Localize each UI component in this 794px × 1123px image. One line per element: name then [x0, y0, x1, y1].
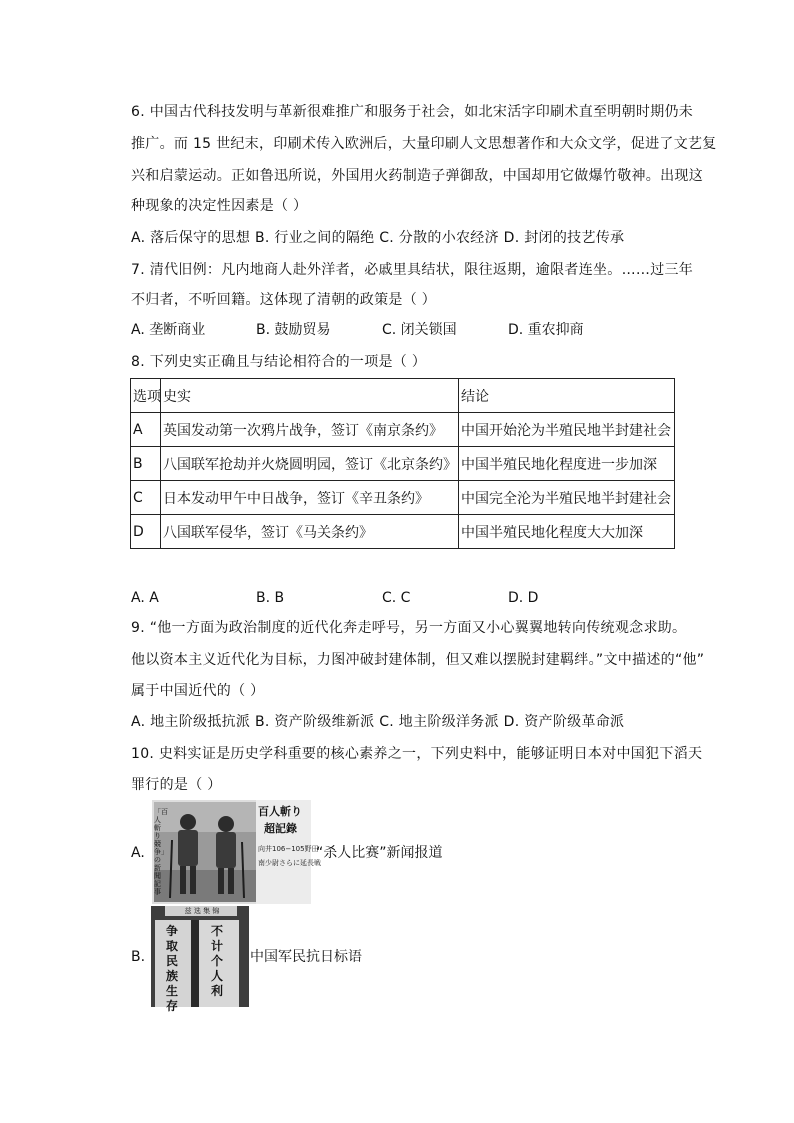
slogan-top: 兹 选 集 锦 [184, 907, 220, 915]
q7-line-2: 不归者，不听回籍。这体现了清朝的政策是（ ） [131, 292, 437, 308]
q10-line-2: 罪行的是（ ） [131, 777, 222, 793]
row-conclusion: 中国完全沦为半殖民地半封建社会 [459, 481, 675, 515]
q8-stem: 8. 下列史实正确且与结论相符合的一项是（ ） [131, 354, 427, 370]
q9-options[interactable]: A. 地主阶级抵抗派 B. 资产阶级维新派 C. 地主阶级洋务派 D. 资产阶级革命派 [131, 714, 625, 730]
table-header-row [131, 379, 675, 413]
q10-option-b-label[interactable]: B. [131, 949, 146, 965]
row-conclusion: 中国半殖民地化程度进一步加深 [459, 447, 675, 481]
table-row [131, 481, 675, 515]
row-fact: 英国发动第一次鸦片战争，签订《南京条约》 [161, 413, 459, 447]
row-conclusion: 中国半殖民地化程度大大加深 [459, 515, 675, 549]
row-fact: 八国联军抢劫并火烧圆明园，签订《北京条约》 [161, 447, 459, 481]
header-fact: 史实 [161, 379, 459, 413]
q9-line-1: 9. “他一方面为政治制度的近代化奔走呼号，另一方面又小心翼翼地转向传统观念求助。 [131, 620, 687, 636]
q8-option-b[interactable]: B. B [256, 590, 285, 606]
q10-option-b-caption: 中国军民抗日标语 [250, 949, 362, 965]
header-option: 选项 [131, 379, 161, 413]
row-label: D [131, 515, 161, 549]
slogan-photo [151, 906, 249, 1013]
q7-option-c[interactable]: C. 闭关锁国 [382, 322, 457, 338]
q7-option-b[interactable]: B. 鼓励贸易 [256, 322, 331, 338]
q10-option-a-label[interactable]: A. [131, 845, 145, 861]
row-label: B [131, 447, 161, 481]
slogan-right: 不计个人利 [211, 924, 224, 998]
newspaper-side-caption: 「百人斬り競争」の新聞記事 [154, 808, 168, 896]
q10-line-1: 10. 史料实证是历史学科重要的核心素养之一，下列史料中，能够证明日本对中国犯下滔天 [131, 746, 703, 762]
q8-option-a[interactable]: A. A [131, 590, 159, 606]
newspaper-sub-1: 向井106−105野田 [258, 845, 319, 853]
newspaper-headline-1: 百人斬り [258, 805, 302, 818]
q7-line-1: 7. 清代旧例：凡内地商人赴外洋者，必戚里具结状，限往返期，逾限者连坐。……过三年 [131, 262, 694, 278]
q6-line-3: 兴和启蒙运动。正如鲁迅所说，外国用火药制造子弹御敌，中国却用它做爆竹敬神。出现这 [131, 168, 703, 184]
row-fact: 日本发动甲午中日战争，签订《辛丑条约》 [161, 481, 459, 515]
row-label: C [131, 481, 161, 515]
q8-option-d[interactable]: D. D [508, 590, 539, 606]
row-conclusion: 中国开始沦为半殖民地半封建社会 [459, 413, 675, 447]
q6-line-4: 种现象的决定性因素是（ ） [131, 198, 308, 214]
q6-line-1: 6. 中国古代科技发明与革新很难推广和服务于社会，如北宋活字印刷术直至明朝时期仍未 [131, 104, 694, 120]
row-label: A [131, 413, 161, 447]
newspaper-photo [152, 800, 321, 904]
row-fact: 八国联军侵华，签订《马关条约》 [161, 515, 459, 549]
q10-option-a-caption: “杀人比赛”新闻报道 [316, 845, 443, 861]
q9-line-3: 属于中国近代的（ ） [131, 683, 265, 699]
q6-options[interactable]: A. 落后保守的思想 B. 行业之间的隔绝 C. 分散的小农经济 D. 封闭的技艺传承 [131, 230, 625, 246]
history-table [130, 378, 675, 549]
q9-line-2: 他以资本主义近代化为目标，力图冲破封建体制，但又难以摆脱封建羁绊。”文中描述的“他” [131, 652, 705, 668]
q8-option-c[interactable]: C. C [382, 590, 411, 606]
table-row [131, 413, 675, 447]
table-row [131, 447, 675, 481]
newspaper-sub-2: 南少尉さらに延長戦 [258, 859, 321, 867]
q7-option-d[interactable]: D. 重农抑商 [508, 322, 584, 338]
table-row [131, 515, 675, 549]
newspaper-headline-2: 超記錄 [264, 822, 297, 835]
header-conclusion: 结论 [459, 379, 675, 413]
slogan-left: 争取民族生存 [166, 924, 179, 1013]
q7-option-a[interactable]: A. 垄断商业 [131, 322, 206, 338]
q6-line-2: 推广。而 15 世纪末，印刷术传入欧洲后，大量印刷人文思想著作和大众文学，促进了文艺复 [131, 136, 717, 152]
